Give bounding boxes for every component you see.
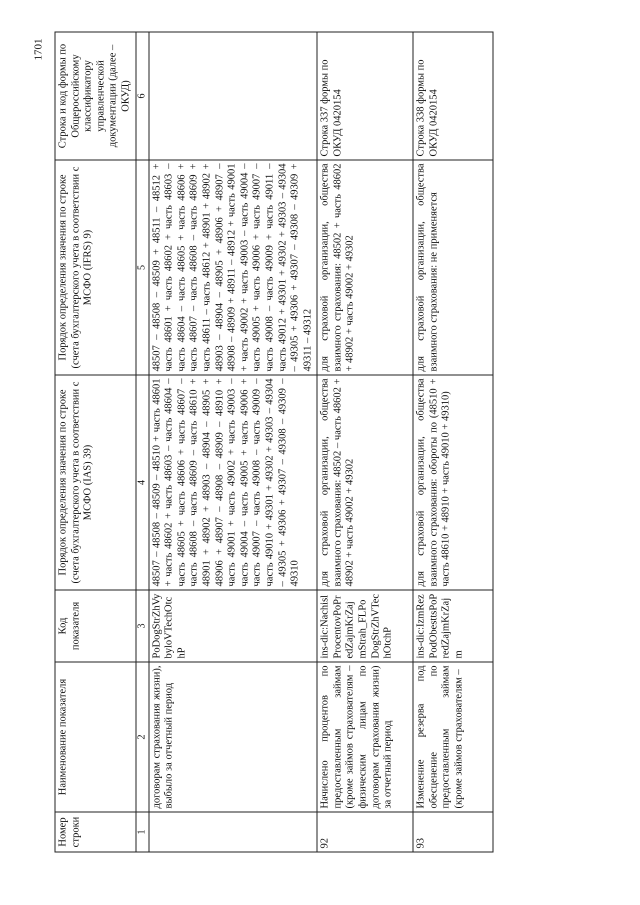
header-ifrs9: Порядок определения значения по строке (счета бухгалтерского учета в соответствии с МСФО (IFRS) 9) (55, 160, 136, 375)
column-number: 5 (136, 160, 149, 375)
row-number (149, 812, 318, 852)
indicator-name: Начислено процентов по предоставленным займам (кроме займов страхователям – физическим лицам по договорам страхования жизни) за отчетный период (317, 662, 413, 812)
header-indicator-name: Наименование показателя (55, 662, 136, 812)
ifrs9-formula: для страховой организации, общества взаимного страхования: 48502 + часть 48602 + 48902 + часть 49002 + 49302 (317, 160, 413, 375)
okud-reference: Строка 338 формы по ОКУД 0420154 (413, 32, 493, 160)
rotated-page-content (33, 33, 608, 853)
header-row-number: Номер строки (55, 812, 136, 852)
page-number: 1701 (32, 38, 45, 61)
header-okud: Строка и код формы по Общероссийскому классификатору управленческой документации (далее – ОКУД) (55, 32, 136, 160)
ias39-formula: для страховой организации, общества взаимного страхования: обороты по (48510 + часть 48610 + 48910 + часть 49010 + 49310) (413, 375, 493, 590)
table-row (149, 32, 318, 852)
ifrs9-formula: для страховой организации, общества взаимного страхования: не применяется (413, 160, 493, 375)
indicator-name: Изменение резерва под обесценение по предоставленным займам (кроме займов страхователям – (413, 662, 493, 812)
indicator-code: PoDogStrZhVybyloVTechOtchP (149, 590, 318, 662)
header-indicator-code: Код показателя (55, 590, 136, 662)
row-number: 93 (413, 812, 493, 852)
report-table (55, 32, 494, 853)
ias39-formula: 48507 – 48508 – 48509 – 48510 + часть 48601 + часть 48602 + часть 48603 – часть 48604 – часть 48605 + часть 48606 + часть 48607 – часть 48608 – часть 48609 – часть 48610 + 48901 + 48902 + 48903 – 48904 – 48905 + 48906 + 48907 – 48908 – 48909 – 48910 + часть 49001 + часть 49002 + часть 49003 – часть 49004 – часть 49005 + часть 49006 + часть 49007 – часть 49008 – часть 49009 – часть 49010 + 49301 + 49302 + 49303 – 49304 – 49305 + 49306 + 49307 – 49308 – 49309 – 49310 (149, 375, 318, 590)
ias39-formula: для страховой организации, общества взаимного страхования: 48502 – часть 48602 + 48902 + часть 49002 + 49302 (317, 375, 413, 590)
indicator-code: ins-dic:IzmRezPodObesttsPoPredZajmKrZajm (413, 590, 493, 662)
header-ias39: Порядок определения значения по строке (счета бухгалтерского учета в соответствии с МСФО (IAS) 39) (55, 375, 136, 590)
row-number: 92 (317, 812, 413, 852)
column-number-row (136, 32, 149, 852)
table-row (413, 32, 493, 852)
okud-reference (149, 32, 318, 160)
table-row (317, 32, 413, 852)
column-number: 1 (136, 812, 149, 852)
column-number: 6 (136, 32, 149, 160)
column-number: 4 (136, 375, 149, 590)
okud-reference: Строка 337 формы по ОКУД 0420154 (317, 32, 413, 160)
indicator-code: ins-dic:NachislProcentovPoPredZajmKrZajmStrah_FLPoDogStrZhVTechOtchP (317, 590, 413, 662)
column-number: 3 (136, 590, 149, 662)
header-row (55, 32, 136, 852)
indicator-name: договорам страхования жизни), выбыло за отчетный период (149, 662, 318, 812)
column-number: 2 (136, 662, 149, 812)
ifrs9-formula: 48507 – 48508 – 48509 + 48511 – 48512 + часть 48601 + часть 48602 + часть 48603 – часть 48604 – часть 48605 + часть 48606 + часть 48607 – часть 48608 – часть 48609 + часть 48611 – часть 48612 + 48901 + 48902 + 48903 – 48904 – 48905 + 48906 + 48907 – 48908 – 48909 + 48911 – 48912 + часть 49001 + часть 49002 + часть 49003 – часть 49004 – часть 49005 + часть 49006 + часть 49007 – часть 49008 – часть 49009 + часть 49011 – часть 49012 + 49301 + 49302 + 49303 – 49304 – 49305 + 49306 + 49307 – 49308 – 49309 + 49311 – 49312 (149, 160, 318, 375)
